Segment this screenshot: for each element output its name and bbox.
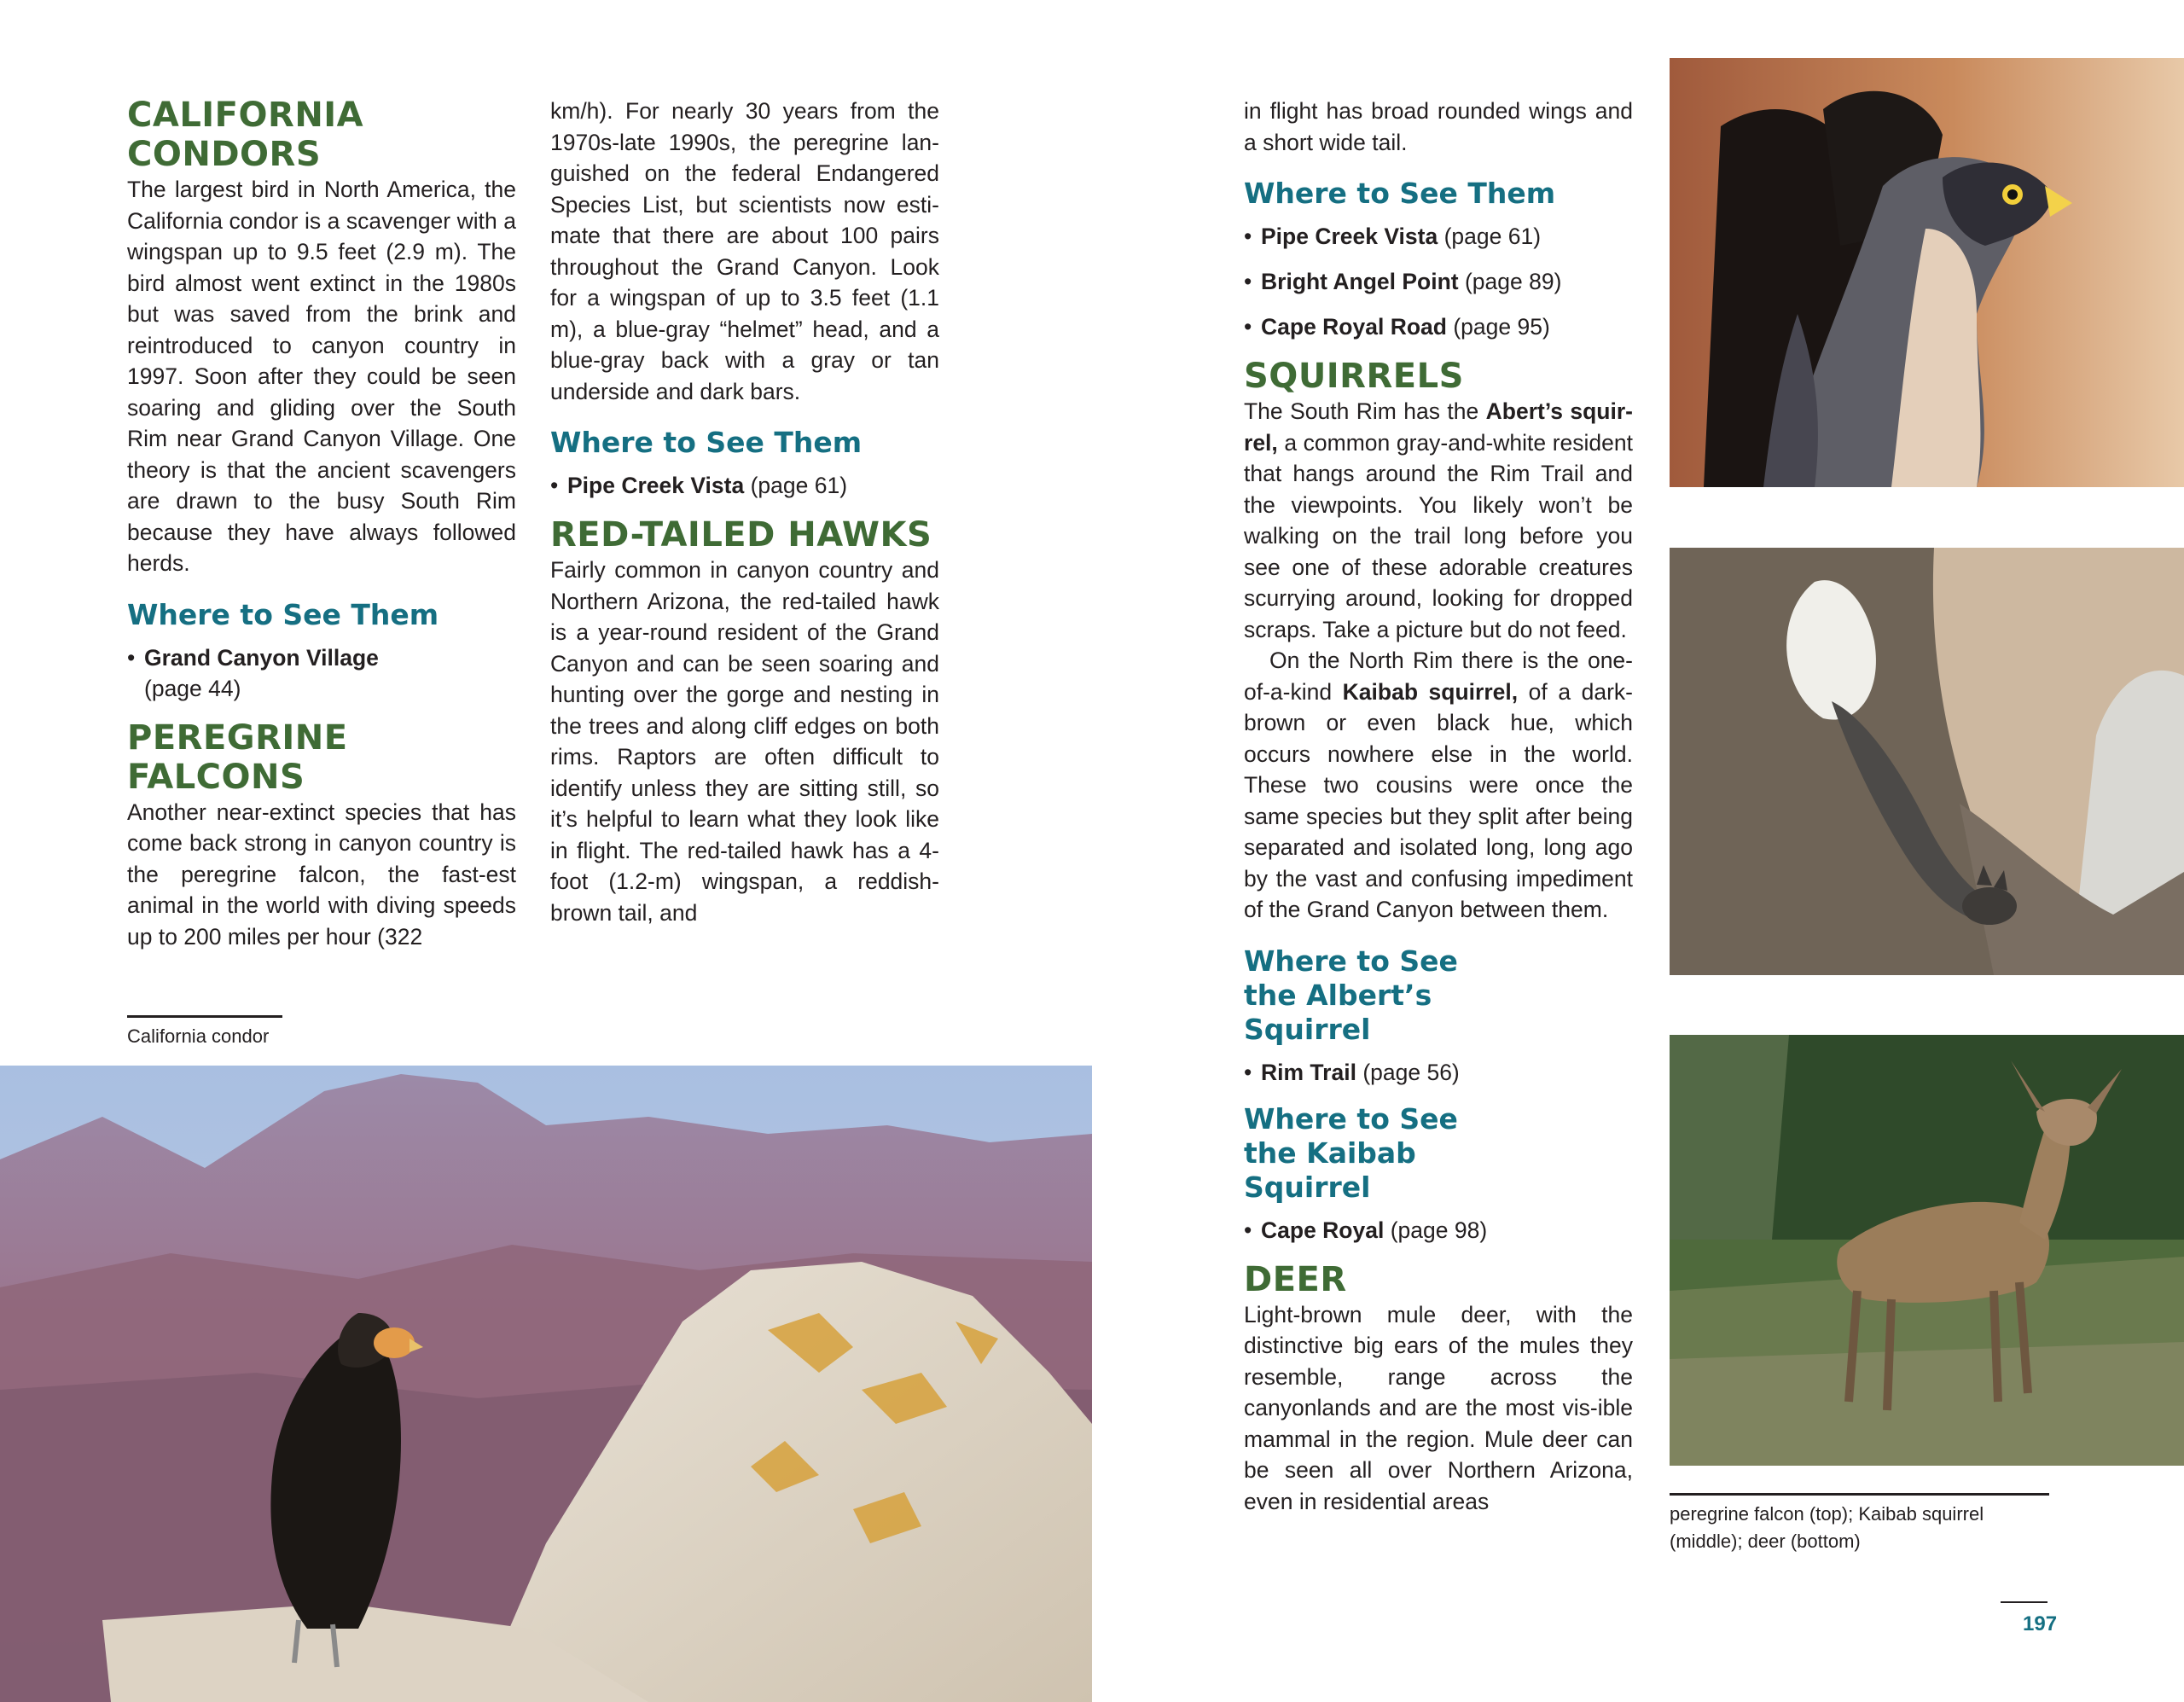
- right-column: [1244, 96, 1633, 1517]
- location-page: (page 95): [1453, 314, 1550, 340]
- location-item: [127, 642, 426, 704]
- where-to-see-kaibab-heading: Where to See the Kaibab Squirrel: [1244, 1101, 1458, 1204]
- location-name: Grand Canyon Village: [144, 644, 379, 671]
- aberts-squirrel-term: Abert’s squir-rel,: [1244, 398, 1633, 456]
- mule-deer-photo: [1670, 1035, 2184, 1466]
- left-column-1: [127, 96, 516, 952]
- location-name: Cape Royal Road: [1261, 314, 1447, 340]
- hawks-paragraph-continued: in flight has broad rounded wings and a short wide tail.: [1244, 98, 1633, 155]
- location-page: (page 44): [144, 675, 241, 701]
- squirrels-text: On the North Rim there is the one-of-a-kind: [1244, 648, 1633, 705]
- where-to-see-heading: Where to See Them: [1244, 177, 1556, 210]
- deer-heading: DEER: [1244, 1259, 1347, 1299]
- left-column-2: [550, 96, 939, 928]
- california-condors-heading: CALIFORNIA CONDORS: [127, 96, 364, 174]
- squirrels-text: of a dark-brown or even black hue, which occurs nowhere else in the world. These two cousins were once the same species but they split after being separated and isolated long, long ago by the vast and confusing impediment of the Grand Canyon between them.: [1244, 678, 1633, 922]
- location-page: (page 89): [1464, 269, 1562, 294]
- deer-paragraph: Light-brown mule deer, with the distinctive big ears of the mules they resemble, range across the canyonlands and are the most vis-ible mammal in the region. Mule deer can be seen all over Northern Arizona, even in residential areas: [1244, 1301, 1633, 1514]
- kaibab-squirrel-term: Kaibab squirrel,: [1342, 678, 1519, 705]
- squirrels-paragraph-1: [1244, 396, 1633, 645]
- location-item: [550, 470, 939, 501]
- location-item: [1244, 1215, 1633, 1246]
- falcons-paragraph: Another near-extinct species that has come back strong in canyon country is the peregrine falcon, the fast-est animal in the world with diving speeds up to 200 miles per hour (322: [127, 799, 516, 950]
- caption-rule: [127, 1015, 282, 1018]
- albert-locations-list: [1244, 1057, 1633, 1088]
- location-item: [1244, 311, 1633, 342]
- location-name: Cape Royal: [1261, 1217, 1385, 1243]
- folio-rule: [2001, 1601, 2048, 1603]
- condor-photo-caption: California condor: [127, 1025, 270, 1047]
- squirrels-text: a common gray-and-white resident that hangs around the Rim Trail and the viewpoints. You likely won’t be walking on the trail long before you see one of these adorable creatures scurrying around, looking for dropped scraps. Take a picture but do not feed.: [1244, 429, 1633, 642]
- location-item: [1244, 1057, 1633, 1088]
- squirrels-paragraph-2: [1244, 645, 1633, 926]
- hawks-paragraph: Fairly common in canyon country and Northern Arizona, the red-tailed hawk is a year-round resident of the Grand Canyon and can be seen soaring and hunting over the gorge and nesting in the trees and along cliff edges on both rims. Raptors are often difficult to identify unless they are sitting still, so it’s helpful to learn what they look like in flight. The red-tailed hawk has a 4-foot (1.2-m) wingspan, a reddish-brown tail, and: [550, 557, 939, 926]
- falcon-locations-list: [550, 470, 939, 501]
- location-item: [1244, 221, 1633, 252]
- falcons-paragraph-continued: km/h). For nearly 30 years from the 1970s-late 1990s, the peregrine lan-guished on the federal Endangered Species List, but scientists now esti-mate that there are about 100 pairs throughout the Grand Canyon. Look for a wingspan of up to 3.5 feet (1.1 m), a blue-gray “helmet” head, and a blue-gray back with a gray or tan underside and dark bars.: [550, 98, 939, 404]
- peregrine-falcons-heading: PEREGRINE FALCONS: [127, 717, 348, 797]
- location-name: Pipe Creek Vista: [567, 473, 745, 498]
- location-page: (page 98): [1390, 1217, 1488, 1243]
- page-number: 197: [2023, 1612, 2058, 1635]
- california-condor-photo: [0, 1066, 1092, 1702]
- condors-paragraph: The largest bird in North America, the California condor is a scavenger with a wingspan up to 9.5 feet (2.9 m). The bird almost went extinct in the 1980s but was saved from the brink and reintroduced to canyon country in 1997. Soon after they could be seen soaring and gliding over the South Rim near Grand Canyon Village. One theory is that the ancient scavengers are drawn to the busy South Rim because they have always followed herds.: [127, 177, 516, 576]
- location-name: Pipe Creek Vista: [1261, 224, 1438, 249]
- where-to-see-heading: Where to See Them: [550, 426, 863, 459]
- right-photos-caption: peregrine falcon (top); Kaibab squirrel (middle); deer (bottom): [1670, 1503, 1984, 1552]
- kaibab-locations-list: [1244, 1215, 1633, 1246]
- location-page: (page 61): [1443, 224, 1542, 249]
- location-item: [1244, 266, 1633, 297]
- squirrels-heading: SQUIRRELS: [1244, 357, 1464, 396]
- condor-locations-list: [127, 642, 516, 704]
- location-name: Rim Trail: [1261, 1059, 1356, 1085]
- red-tailed-hawks-heading: RED-TAILED HAWKS: [550, 515, 932, 555]
- squirrels-text: The South Rim has the: [1244, 398, 1486, 424]
- kaibab-squirrel-photo: [1670, 548, 2184, 975]
- caption-rule: [1670, 1493, 2049, 1496]
- peregrine-falcon-photo: [1670, 58, 2184, 487]
- where-to-see-heading: Where to See Them: [127, 597, 439, 631]
- hawk-locations-list: [1244, 221, 1633, 342]
- location-page: (page 56): [1362, 1059, 1460, 1085]
- location-page: (page 61): [750, 473, 848, 498]
- location-name: Bright Angel Point: [1261, 269, 1459, 294]
- where-to-see-albert-heading: Where to See the Albert’s Squirrel: [1244, 944, 1458, 1046]
